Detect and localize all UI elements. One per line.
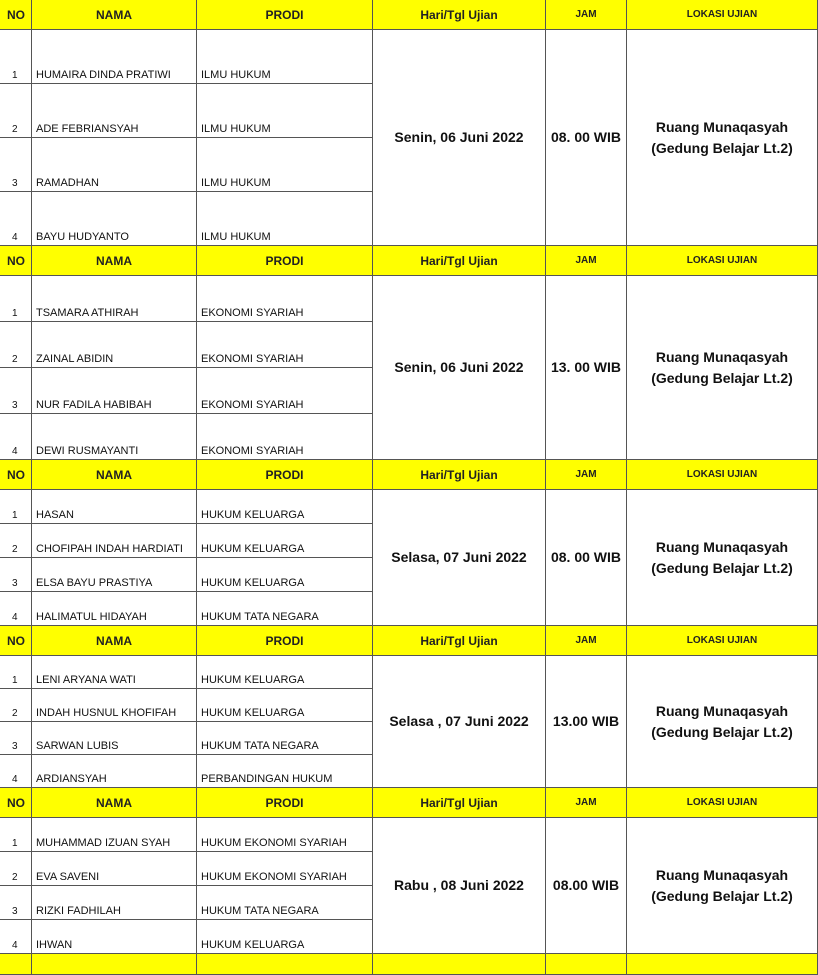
row-number-text: 4 [12, 612, 18, 623]
header-no-label: NO [7, 795, 25, 810]
row-number-text: 1 [12, 308, 18, 319]
group-1-header-prodi [197, 0, 373, 30]
header-lokasi-label: LOKASI UJIAN [686, 9, 758, 20]
group-5-header-no [0, 788, 32, 818]
row-number [0, 689, 32, 722]
header-prodi-label: PRODI [265, 467, 304, 482]
row-number [0, 84, 32, 138]
student-name [32, 852, 197, 886]
student-name-text: SARWAN LUBIS [36, 740, 119, 752]
header-lokasi-label: LOKASI UJIAN [686, 469, 758, 480]
exam-date-text: Selasa , 07 Juni 2022 [389, 713, 529, 729]
row-number [0, 558, 32, 592]
group-5-header-nama [32, 788, 197, 818]
student-name [32, 84, 197, 138]
location-building: (Gedung Belajar Lt.2) [651, 887, 793, 904]
group-4-header-lokasi [627, 626, 818, 656]
row-number [0, 524, 32, 558]
group-4-header-hari-tgl [373, 626, 546, 656]
student-prodi [197, 192, 373, 246]
student-name-text: TSAMARA ATHIRAH [36, 307, 139, 319]
student-prodi [197, 755, 373, 788]
student-name-text: RIZKI FADHILAH [36, 905, 121, 917]
header-hari-tgl-label: Hari/Tgl Ujian [420, 253, 498, 268]
student-name-text: EVA SAVENI [36, 871, 100, 883]
exam-date [373, 30, 546, 246]
group-1-header-hari-tgl [373, 0, 546, 30]
student-prodi-text: HUKUM KELUARGA [201, 939, 305, 951]
exam-time-text: 08. 00 WIB [550, 129, 622, 145]
row-number-text: 2 [12, 544, 18, 555]
row-number-text: 4 [12, 774, 18, 785]
student-name-text: HASAN [36, 509, 74, 521]
student-name-text: ELSA BAYU PRASTIYA [36, 577, 153, 589]
location-room: Ruang Munaqasyah [655, 866, 789, 883]
student-prodi-text: ILMU HUKUM [201, 123, 271, 135]
exam-date [373, 818, 546, 954]
student-prodi-text: ILMU HUKUM [201, 177, 271, 189]
row-number-text: 2 [12, 708, 18, 719]
exam-date [373, 276, 546, 460]
student-prodi [197, 138, 373, 192]
student-name [32, 138, 197, 192]
student-name-text: ARDIANSYAH [36, 773, 107, 785]
student-name [32, 920, 197, 954]
row-number-text: 2 [12, 124, 18, 135]
student-prodi [197, 558, 373, 592]
student-name [32, 689, 197, 722]
student-name [32, 490, 197, 524]
location-room: Ruang Munaqasyah [655, 538, 789, 555]
header-prodi-label: PRODI [265, 7, 304, 22]
exam-location [627, 656, 818, 788]
row-number [0, 656, 32, 689]
student-prodi-text: EKONOMI SYARIAH [201, 307, 304, 319]
student-name-text: ADE FEBRIANSYAH [36, 123, 139, 135]
row-number-text: 3 [12, 178, 18, 189]
student-prodi-text: HUKUM TATA NEGARA [201, 611, 319, 623]
header-hari-tgl-label: Hari/Tgl Ujian [420, 467, 498, 482]
filler-cell [0, 954, 32, 975]
filler-cell [32, 954, 197, 975]
student-prodi-text: HUKUM KELUARGA [201, 509, 305, 521]
student-prodi-text: HUKUM TATA NEGARA [201, 740, 319, 752]
student-prodi [197, 30, 373, 84]
exam-time-text: 08.00 WIB [552, 877, 620, 893]
student-prodi [197, 276, 373, 322]
student-prodi [197, 490, 373, 524]
student-name-text: RAMADHAN [36, 177, 99, 189]
row-number-text: 1 [12, 838, 18, 849]
student-name [32, 192, 197, 246]
student-name [32, 818, 197, 852]
row-number-text: 3 [12, 906, 18, 917]
student-prodi-text: HUKUM KELUARGA [201, 707, 305, 719]
student-name [32, 656, 197, 689]
student-prodi-text: HUKUM KELUARGA [201, 543, 305, 555]
header-jam-label: JAM [575, 797, 597, 808]
row-number [0, 818, 32, 852]
header-no-label: NO [7, 7, 25, 22]
student-prodi [197, 920, 373, 954]
row-number-text: 2 [12, 354, 18, 365]
row-number-text: 1 [12, 70, 18, 81]
row-number [0, 322, 32, 368]
student-prodi [197, 689, 373, 722]
student-prodi [197, 656, 373, 689]
header-hari-tgl-label: Hari/Tgl Ujian [420, 633, 498, 648]
student-prodi-text: ILMU HUKUM [201, 231, 271, 243]
row-number-text: 3 [12, 741, 18, 752]
student-prodi [197, 524, 373, 558]
header-no-label: NO [7, 253, 25, 268]
exam-location [627, 818, 818, 954]
exam-date-text: Selasa, 07 Juni 2022 [391, 549, 527, 565]
group-4-header-no [0, 626, 32, 656]
header-nama-label: NAMA [96, 795, 132, 810]
exam-date [373, 490, 546, 626]
exam-time [546, 656, 627, 788]
student-name-text: CHOFIPAH INDAH HARDIATI [36, 543, 183, 555]
group-1-header-lokasi [627, 0, 818, 30]
student-name [32, 722, 197, 755]
student-prodi [197, 722, 373, 755]
row-number [0, 920, 32, 954]
student-name [32, 276, 197, 322]
student-name-text: INDAH HUSNUL KHOFIFAH [36, 707, 177, 719]
row-number-text: 4 [12, 446, 18, 457]
student-prodi-text: HUKUM KELUARGA [201, 674, 305, 686]
exam-date-text: Rabu , 08 Juni 2022 [394, 877, 524, 893]
exam-date [373, 656, 546, 788]
header-prodi-label: PRODI [265, 253, 304, 268]
location-room: Ruang Munaqasyah [655, 118, 789, 135]
student-name [32, 558, 197, 592]
group-5-header-hari-tgl [373, 788, 546, 818]
student-name [32, 524, 197, 558]
student-prodi [197, 322, 373, 368]
location-room: Ruang Munaqasyah [655, 348, 789, 365]
exam-location-text [651, 865, 793, 907]
row-number-text: 1 [12, 675, 18, 686]
header-lokasi-label: LOKASI UJIAN [686, 635, 758, 646]
student-name-text: DEWI RUSMAYANTI [36, 445, 139, 457]
row-number-text: 4 [12, 940, 18, 951]
row-number-text: 3 [12, 400, 18, 411]
student-name [32, 30, 197, 84]
student-prodi [197, 818, 373, 852]
group-1-header-no [0, 0, 32, 30]
exam-time [546, 30, 627, 246]
student-name [32, 414, 197, 460]
exam-location [627, 30, 818, 246]
location-building: (Gedung Belajar Lt.2) [651, 369, 793, 386]
student-name [32, 592, 197, 626]
header-lokasi-label: LOKASI UJIAN [686, 255, 758, 266]
student-prodi [197, 592, 373, 626]
location-room: Ruang Munaqasyah [655, 702, 789, 719]
exam-date-text: Senin, 06 Juni 2022 [394, 359, 524, 375]
header-jam-label: JAM [575, 255, 597, 266]
filler-cell [546, 954, 627, 975]
exam-time [546, 490, 627, 626]
header-no-label: NO [7, 467, 25, 482]
row-number [0, 276, 32, 322]
student-name-text: BAYU HUDYANTO [36, 231, 129, 243]
exam-time [546, 818, 627, 954]
student-prodi-text: EKONOMI SYARIAH [201, 399, 304, 411]
group-2-header-nama [32, 246, 197, 276]
group-1-header-jam [546, 0, 627, 30]
student-name [32, 886, 197, 920]
student-name [32, 755, 197, 788]
exam-time-text: 13.00 WIB [552, 713, 620, 729]
student-name-text: HUMAIRA DINDA PRATIWI [36, 69, 171, 81]
student-name [32, 368, 197, 414]
group-5-header-lokasi [627, 788, 818, 818]
student-prodi-text: HUKUM EKONOMI SYARIAH [201, 871, 347, 883]
group-5-header-prodi [197, 788, 373, 818]
exam-location-text [651, 347, 793, 389]
row-number [0, 138, 32, 192]
header-nama-label: NAMA [96, 467, 132, 482]
exam-time [546, 276, 627, 460]
exam-location-text [651, 117, 793, 159]
student-prodi [197, 368, 373, 414]
row-number [0, 490, 32, 524]
row-number [0, 886, 32, 920]
group-3-header-jam [546, 460, 627, 490]
student-name-text: NUR FADILA HABIBAH [36, 399, 152, 411]
header-nama-label: NAMA [96, 633, 132, 648]
student-prodi-text: EKONOMI SYARIAH [201, 445, 304, 457]
student-name-text: HALIMATUL HIDAYAH [36, 611, 147, 623]
location-building: (Gedung Belajar Lt.2) [651, 559, 793, 576]
group-2-header-jam [546, 246, 627, 276]
student-prodi [197, 414, 373, 460]
exam-date-text: Senin, 06 Juni 2022 [394, 129, 524, 145]
row-number [0, 368, 32, 414]
group-4-header-nama [32, 626, 197, 656]
header-jam-label: JAM [575, 469, 597, 480]
header-nama-label: NAMA [96, 253, 132, 268]
group-5-header-jam [546, 788, 627, 818]
exam-time-text: 08. 00 WIB [550, 549, 622, 565]
student-prodi [197, 852, 373, 886]
group-3-header-nama [32, 460, 197, 490]
student-prodi [197, 886, 373, 920]
group-3-header-hari-tgl [373, 460, 546, 490]
student-prodi-text: HUKUM EKONOMI SYARIAH [201, 837, 347, 849]
exam-time-text: 13. 00 WIB [550, 359, 622, 375]
group-1-header-nama [32, 0, 197, 30]
header-jam-label: JAM [575, 635, 597, 646]
row-number-text: 4 [12, 232, 18, 243]
row-number [0, 592, 32, 626]
student-name-text: MUHAMMAD IZUAN SYAH [36, 837, 171, 849]
student-name-text: ZAINAL ABIDIN [36, 353, 114, 365]
group-4-header-jam [546, 626, 627, 656]
group-2-header-no [0, 246, 32, 276]
header-hari-tgl-label: Hari/Tgl Ujian [420, 7, 498, 22]
group-2-header-lokasi [627, 246, 818, 276]
header-hari-tgl-label: Hari/Tgl Ujian [420, 795, 498, 810]
group-3-header-prodi [197, 460, 373, 490]
row-number [0, 192, 32, 246]
group-3-header-no [0, 460, 32, 490]
student-prodi-text: ILMU HUKUM [201, 69, 271, 81]
row-number-text: 1 [12, 510, 18, 521]
header-no-label: NO [7, 633, 25, 648]
row-number [0, 722, 32, 755]
row-number-text: 3 [12, 578, 18, 589]
row-number-text: 2 [12, 872, 18, 883]
filler-cell [373, 954, 546, 975]
student-prodi [197, 84, 373, 138]
row-number [0, 30, 32, 84]
student-prodi-text: EKONOMI SYARIAH [201, 353, 304, 365]
exam-location [627, 490, 818, 626]
student-prodi-text: HUKUM TATA NEGARA [201, 905, 319, 917]
row-number [0, 852, 32, 886]
header-jam-label: JAM [575, 9, 597, 20]
filler-cell [627, 954, 818, 975]
exam-location [627, 276, 818, 460]
group-3-header-lokasi [627, 460, 818, 490]
header-prodi-label: PRODI [265, 795, 304, 810]
exam-location-text [651, 701, 793, 743]
student-prodi-text: HUKUM KELUARGA [201, 577, 305, 589]
exam-location-text [651, 537, 793, 579]
group-2-header-prodi [197, 246, 373, 276]
group-4-header-prodi [197, 626, 373, 656]
header-lokasi-label: LOKASI UJIAN [686, 797, 758, 808]
row-number [0, 414, 32, 460]
row-number [0, 755, 32, 788]
group-2-header-hari-tgl [373, 246, 546, 276]
student-name-text: IHWAN [36, 939, 73, 951]
location-building: (Gedung Belajar Lt.2) [651, 139, 793, 156]
header-nama-label: NAMA [96, 7, 132, 22]
location-building: (Gedung Belajar Lt.2) [651, 723, 793, 740]
student-name-text: LENI ARYANA WATI [36, 674, 136, 686]
student-prodi-text: PERBANDINGAN HUKUM [201, 773, 333, 785]
filler-cell [197, 954, 373, 975]
student-name [32, 322, 197, 368]
header-prodi-label: PRODI [265, 633, 304, 648]
